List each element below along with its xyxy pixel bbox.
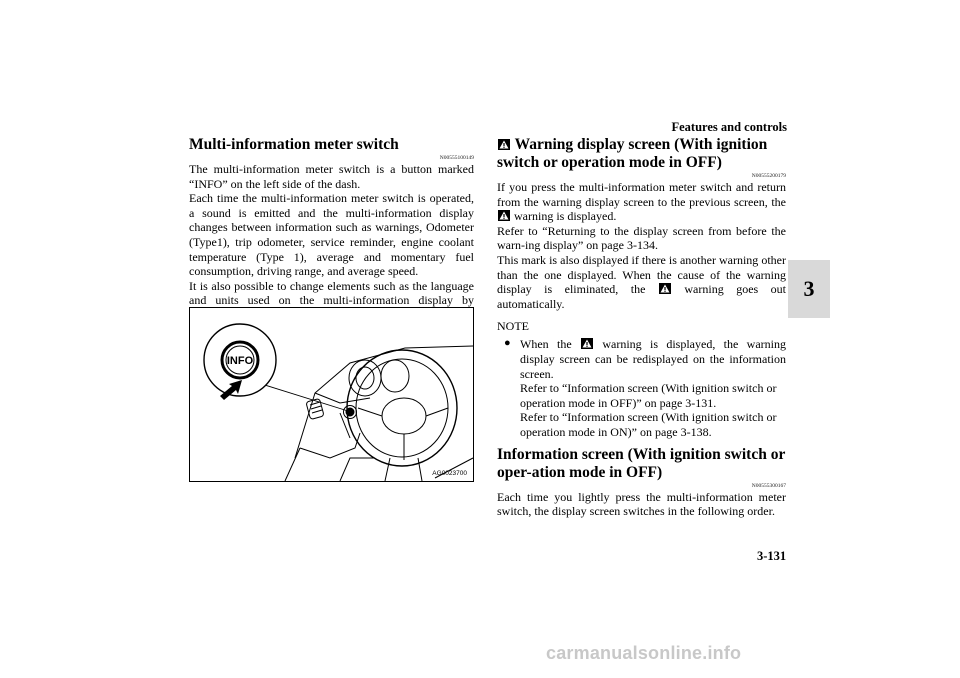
paragraph: This mark is also displayed if there is another warning other than the one displayed. When the cause of the warning display is eliminated, the warning goes out automatically. bbox=[497, 252, 787, 311]
info-button-label: INFO bbox=[226, 355, 254, 367]
section-code: N00555300167 bbox=[751, 482, 786, 489]
paragraph: It is also possible to change elements such as the language and units used on the multi-information display by bbox=[189, 278, 474, 308]
warning-triangle-icon bbox=[498, 210, 510, 221]
section-heading-meter-switch: Multi-information meter switch bbox=[189, 136, 399, 153]
section-heading-warning-display: Warning display screen (With ignition switch or operation mode in OFF) bbox=[497, 136, 768, 171]
paragraph: If you press the multi-information meter switch and return from the warning display screen to the previous screen, the warning is displayed. bbox=[497, 180, 786, 224]
left-column bbox=[189, 136, 474, 323]
note-title: NOTE bbox=[497, 319, 529, 334]
paragraph: Refer to “Returning to the display screen from before the warn-ing display” on page 3-134. bbox=[497, 223, 786, 253]
section-code: N00555100149 bbox=[439, 155, 474, 161]
dashboard-illustration bbox=[189, 307, 474, 482]
paragraph: Each time you lightly press the multi-information meter switch, the display screen switches in the following order. bbox=[497, 489, 786, 519]
paragraph: Each time the multi-information meter switch is operated, a sound is emitted and the multi-information display changes between information such as warnings, Odometer (Type1), trip odometer, service reminder, engine coolant temperature (Type 1), average and momentary fuel consumption, driving range, and average speed. bbox=[189, 191, 474, 279]
page-number: 3-131 bbox=[757, 549, 787, 563]
section-heading-information-screen: Information screen (With ignition switch or oper-ation mode in OFF) bbox=[497, 445, 786, 481]
section-code: N00555200179 bbox=[751, 173, 786, 179]
warning-triangle-icon bbox=[498, 139, 510, 150]
running-header: Features and controls bbox=[671, 120, 787, 134]
paragraph: The multi-information meter switch is a button marked “INFO” on the left side of the dash. bbox=[189, 162, 474, 191]
bullet-icon: ● bbox=[504, 337, 511, 350]
warning-triangle-icon bbox=[659, 283, 671, 294]
right-column bbox=[497, 136, 786, 519]
note-body bbox=[497, 337, 786, 439]
warning-triangle-icon bbox=[581, 338, 593, 349]
note-reference: Refer to “Information screen (With ignition switch or operation mode in ON)” on page 3-138. bbox=[520, 410, 777, 439]
note-paragraph: When the warning is displayed, the warning display screen can be redisplayed on the information screen. bbox=[520, 337, 786, 381]
dashboard-drawing bbox=[190, 308, 473, 481]
note-reference: Refer to “Information screen (With ignition switch or operation mode in OFF)” on page 3-131. bbox=[520, 381, 777, 410]
figure-id: AG0023700 bbox=[432, 470, 467, 477]
watermark: carmanualsonline.info bbox=[546, 643, 742, 663]
chapter-tab: 3 bbox=[788, 260, 830, 318]
